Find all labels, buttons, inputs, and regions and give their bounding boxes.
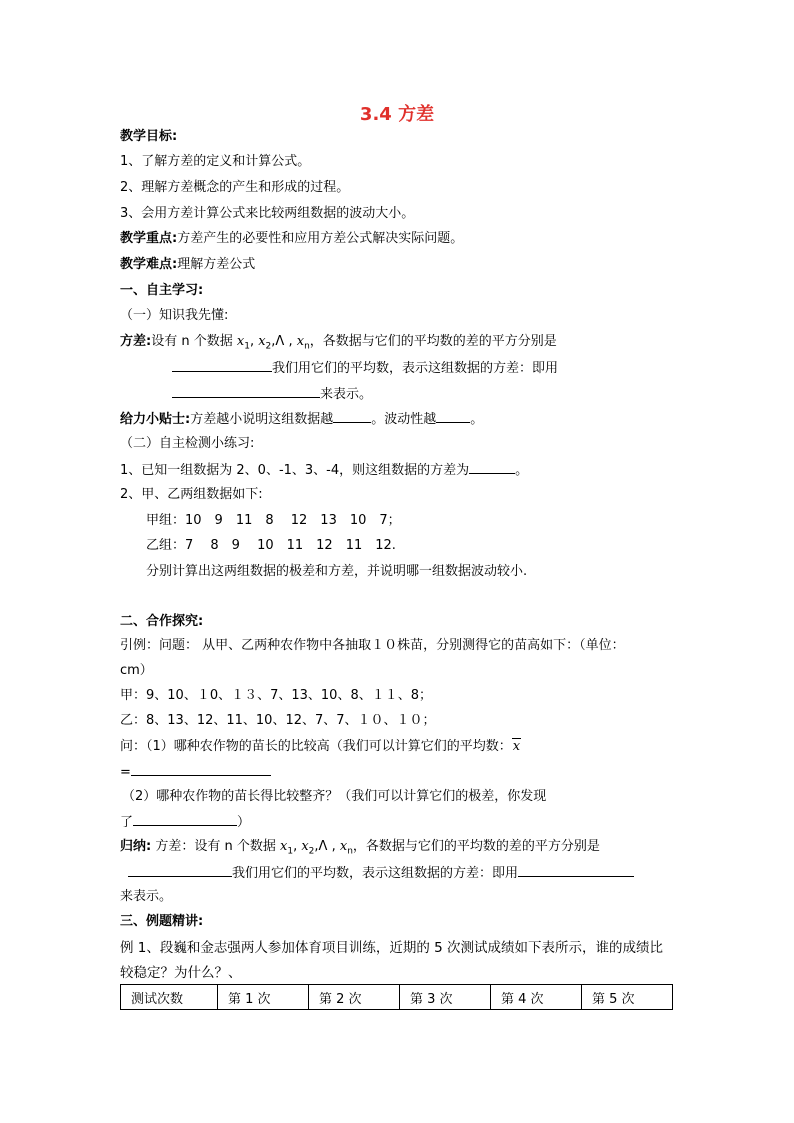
objective-item: 2、理解方差概念的产生和形成的过程。 (120, 180, 350, 195)
ask-1-answer: = (120, 762, 271, 782)
objective-item: 3、会用方差计算公式来比较两组数据的波动大小。 (120, 206, 415, 221)
blank-field[interactable] (469, 460, 515, 474)
ask-2-answer: 了 ） (120, 812, 250, 832)
tip-line: 给力小贴士:方差越小说明这组数据越 。波动性越 。 (120, 409, 483, 429)
blank-field[interactable] (133, 812, 237, 826)
example-unit: cm） (120, 663, 153, 678)
question-2-task: 分别计算出这两组数据的极差和方差，并说明哪一组数据波动较小. (146, 564, 528, 579)
section1-heading: 一、自主学习: (120, 283, 204, 298)
score-table (120, 984, 673, 1010)
ask-2: （2）哪种农作物的苗长得比较整齐？（我们可以计算它们的极差，你发现 (122, 789, 547, 804)
summary-line: 归纳: 方差：设有 n 个数据 $x_1$, $x_2,\Lambda$ , $x_n$，各数据与它们的平均数的差的平方分别是 (120, 839, 600, 857)
focus-line: 教学重点:方差产生的必要性和应用方差公式解决实际问题。 (120, 231, 464, 246)
definition-line-2: 我们用它们的平均数，表示这组数据的方差：即用 (172, 358, 558, 378)
page-title: 3.4 方差 (359, 104, 435, 125)
objective-item: 1、了解方差的定义和计算公式。 (120, 154, 311, 169)
blank-field[interactable] (333, 409, 371, 423)
question-2: 2、甲、乙两组数据如下: (120, 487, 263, 502)
section1-sub2: （二）自主检测小练习: (120, 436, 255, 451)
table-header-cell: 测试次数 (121, 985, 218, 1010)
table-row (121, 985, 673, 1010)
blank-field[interactable] (131, 762, 271, 776)
question-1: 1、已知一组数据为 2、0、-1、3、-4，则这组数据的方差为 。 (120, 460, 528, 480)
example-1-line-1: 例 1、段巍和金志强两人参加体育项目训练，近期的 5 次测试成绩如下表所示，谁的成绩比 (120, 940, 664, 956)
table-header-cell: 第 5 次 (582, 985, 673, 1010)
jia-data: 甲：9、10、１0、１３、7、13、10、8、１１、8； (120, 688, 432, 703)
group-a-data: 甲组：10 9 11 8 12 13 10 7； (146, 513, 401, 528)
section2-heading: 二、合作探究: (120, 614, 204, 629)
example-1-line-2: 较稳定？为什么？、 (120, 965, 242, 981)
example-intro: 引例：问题： 从甲、乙两种农作物中各抽取１０株苗，分别测得它的苗高如下：（单位： (120, 638, 625, 653)
blank-field[interactable] (128, 863, 232, 877)
table-header-cell: 第 2 次 (309, 985, 400, 1010)
blank-field[interactable] (518, 863, 634, 877)
xbar-symbol: x (512, 739, 521, 754)
table-header-cell: 第 3 次 (400, 985, 491, 1010)
difficulty-line: 教学难点:理解方差公式 (120, 257, 256, 272)
definition-line-3: 来表示。 (172, 384, 372, 404)
summary-line-3: 来表示。 (120, 889, 173, 904)
group-b-data: 乙组：7 8 9 10 11 12 11 12. (146, 538, 396, 553)
summary-line-2: 我们用它们的平均数，表示这组数据的方差：即用 (128, 863, 634, 883)
table-header-cell: 第 1 次 (218, 985, 309, 1010)
definition-line: 方差:设有 n 个数据 $x_1$, $x_2,\Lambda$ , $x_n$，各数据与它们的平均数的差的平方分别是 (120, 334, 557, 352)
blank-field[interactable] (436, 409, 470, 423)
ask-1: 问：（1）哪种农作物的苗长的比较高（我们可以计算它们的平均数：x (120, 739, 521, 754)
yi-data: 乙：8、13、12、11、10、12、7、7、１０、１０； (120, 713, 436, 728)
objectives-heading: 教学目标: (120, 129, 178, 144)
blank-field[interactable] (172, 358, 272, 372)
section3-heading: 三、例题精讲: (120, 914, 204, 929)
table-header-cell: 第 4 次 (491, 985, 582, 1010)
blank-field[interactable] (172, 384, 320, 398)
section1-sub1: （一）知识我先懂: (120, 308, 229, 323)
